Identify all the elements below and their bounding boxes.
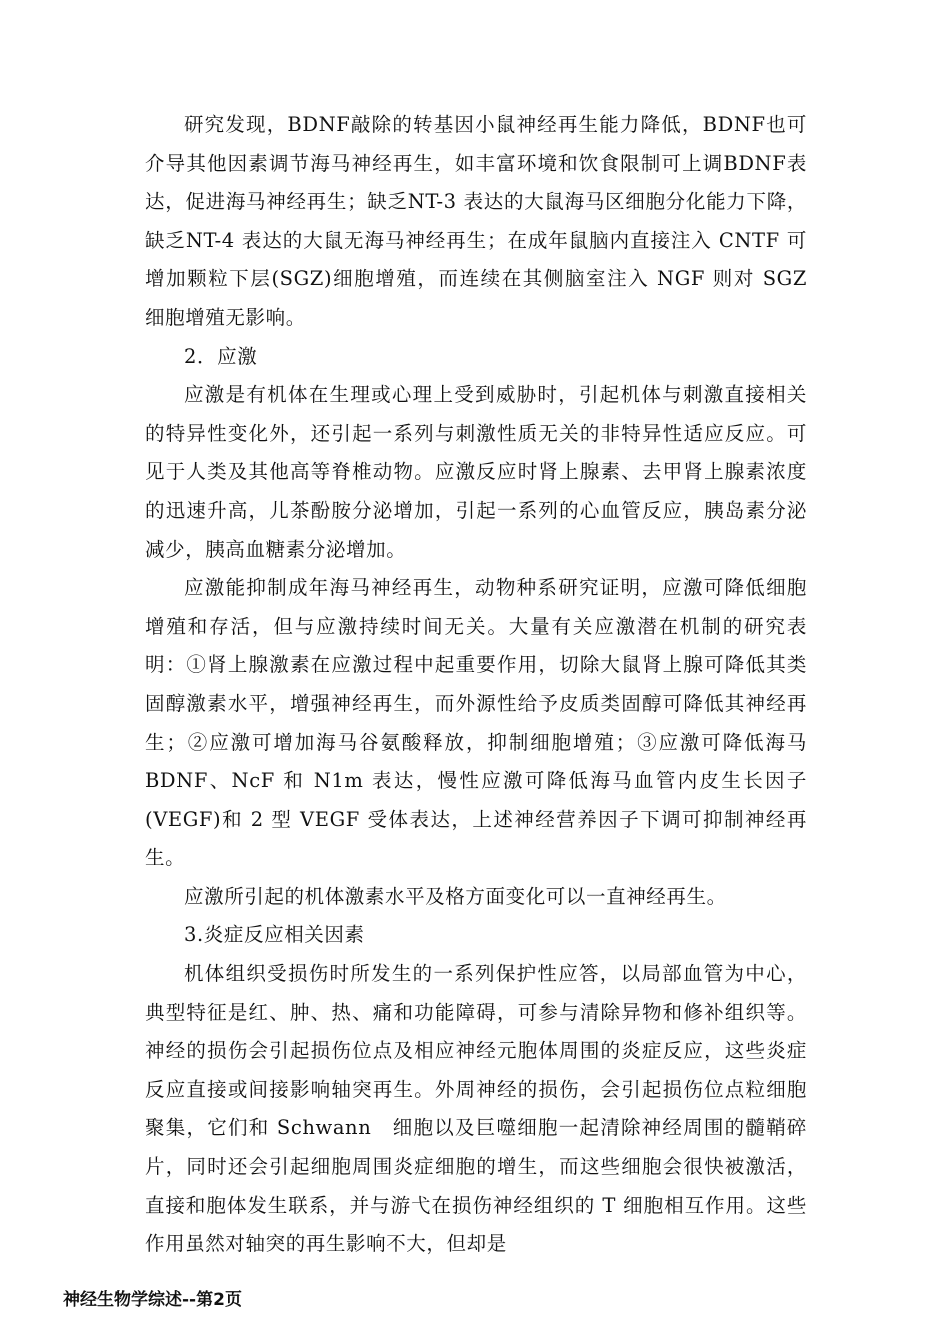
paragraph-bdnf-research: 研究发现，BDNF敲除的转基因小鼠神经再生能力降低，BDNF也可介导其他因素调节海马神经再生，如丰富环境和饮食限制可上调BDNF表达，促进海马神经再生；缺乏NT-3 表达的大鼠海马区细胞分化能力下降，缺乏NT-4 表达的大鼠无海马神经再生；在成年鼠脑内直接注入 CNTF 可增加颗粒下层(SGZ)细胞增殖，而连续在其侧脑室注入 NGF 则对 SGZ 细胞增殖无影响。 <box>145 113 807 329</box>
paragraph-stress-summary: 应激所引起的机体激素水平及格方面变化可以一直神经再生。 <box>184 884 727 908</box>
paragraph-stress-mechanism: 应激能抑制成年海马神经再生，动物种系研究证明，应激可降低细胞增殖和存活，但与应激持续时间无关。大量有关应激潜在机制的研究表明：①肾上腺激素在应激过程中起重要作用，切除大鼠肾上腺可降低其类固醇激素水平，增强神经再生，而外源性给予皮质类固醇可降低其神经再生；②应激可增加海马谷氨酸释放，抑制细胞增殖；③应激可降低海马 BDNF、NcF 和 N1m 表达，慢性应激可降低海马血管内皮生长因子(VEGF)和 2 型 VEGF 受体表达，上述神经营养因子下调可抑制神经再生。 <box>145 576 807 870</box>
section-heading-stress: 2．应激 <box>184 344 258 368</box>
section-heading-inflammation: 3.炎症反应相关因素 <box>184 923 365 947</box>
page-body <box>145 106 807 1264</box>
paragraph-stress-definition: 应激是有机体在生理或心理上受到威胁时，引起机体与刺激直接相关的特异性变化外，还引起一系列与刺激性质无关的非特异性适应反应。可见于人类及其他高等脊椎动物。应激反应时肾上腺素、去甲肾上腺素浓度的迅速升高，儿茶酚胺分泌增加，引起一系列的心血管反应，胰岛素分泌减少，胰高血糖素分泌增加。 <box>145 383 807 561</box>
page-footer: 神经生物学综述--第2页 <box>63 1290 242 1310</box>
paragraph-inflammation: 机体组织受损伤时所发生的一系列保护性应答，以局部血管为中心，典型特征是红、肿、热、痛和功能障碍，可参与清除异物和修补组织等。神经的损伤会引起损伤位点及相应神经元胞体周围的炎症反应，这些炎症反应直接或间接影响轴突再生。外周神经的损伤，会引起损伤位点粒细胞聚集，它们和 Schwann 细胞以及巨噬细胞一起清除神经周围的髓鞘碎片，同时还会引起细胞周围炎症细胞的增生，而这些细胞会很快被激活，直接和胞体发生联系，并与游弋在损伤神经组织的 T 细胞相互作用。这些作用虽然对轴突的再生影响不大，但却是 <box>145 962 807 1256</box>
